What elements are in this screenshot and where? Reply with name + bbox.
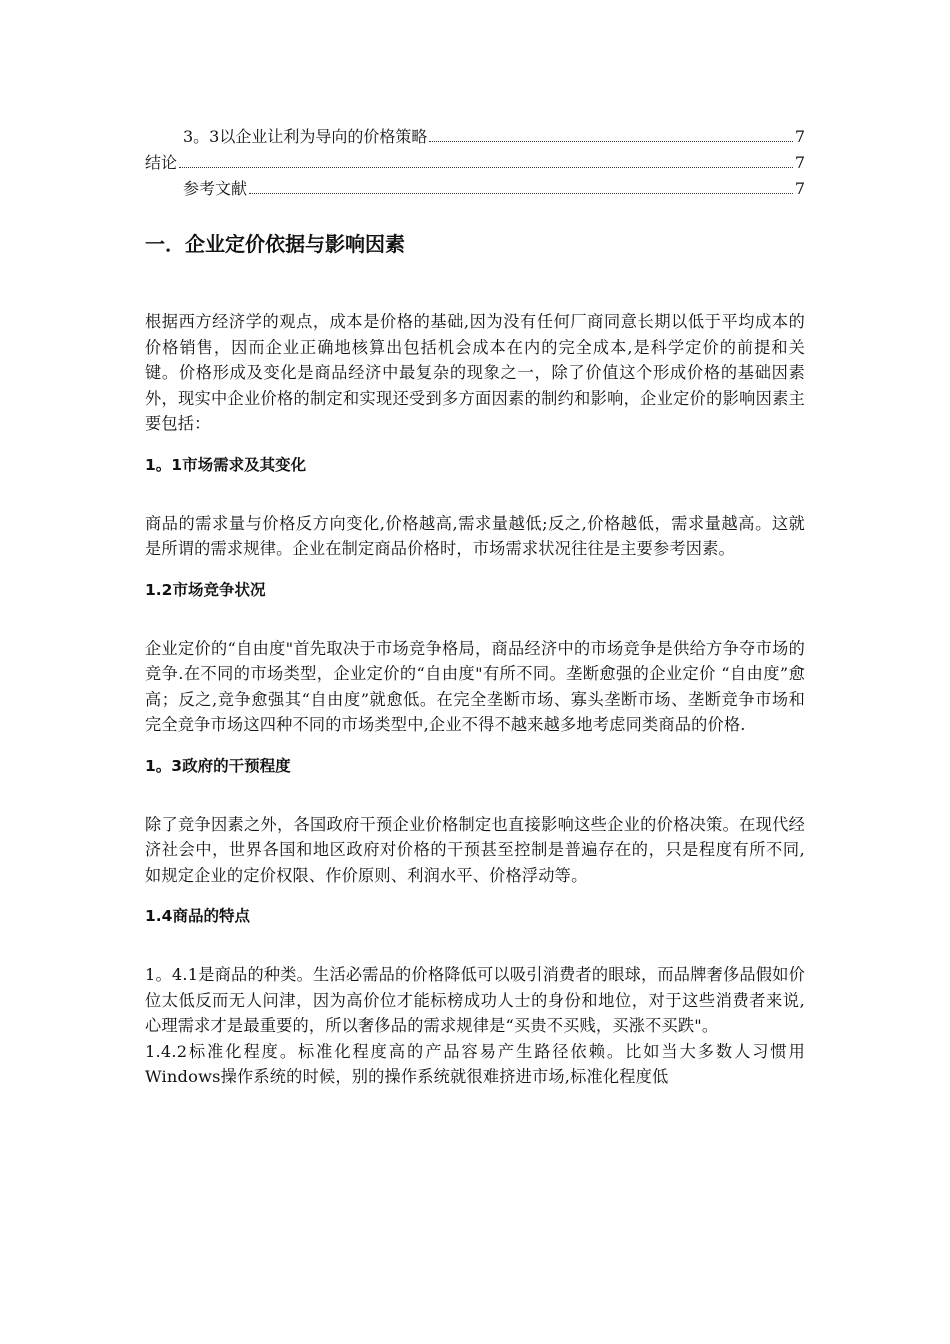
toc-entry[interactable] — [145, 176, 805, 202]
toc-leader-dots — [249, 193, 793, 194]
toc-leader-dots — [179, 167, 793, 168]
paragraph-product-type: 1。4.1是商品的种类。生活必需品的价格降低可以吸引消费者的眼球，而品牌奢侈品假如价位太低反而无人问津，因为高价位才能标榜成功人士的身份和地位，对于这些消费者来说,心理需求才是最重要的，所以奢侈品的需求规律是“买贵不买贱，买涨不买跌"。 — [145, 965, 805, 1035]
toc-entry-text: 参考文献 — [183, 179, 248, 198]
toc-entry-page: 7 — [794, 179, 805, 198]
toc-entry[interactable] — [145, 150, 805, 176]
page-content — [145, 124, 805, 1090]
subsection-title-product: 1.4商品的特点 — [145, 907, 250, 925]
toc-entry-text: 结论 — [145, 153, 178, 172]
paragraph-demand: 商品的需求量与价格反方向变化,价格越高,需求量越低;反之,价格越低，需求量越高。这就是所谓的需求规律。企业在制定商品价格时，市场需求状况往往是主要参考因素。 — [145, 513, 805, 558]
paragraph-competition: 企业定价的“自由度"首先取决于市场竞争格局，商品经济中的市场竞争是供给方争夺市场的竞争.在不同的市场类型，企业定价的“自由度"有所不同。垄断愈强的企业定价 “自由度”愈高；反之,竞争愈强其“自由度”就愈低。在完全垄断市场、寡头垄断市场、垄断竞争市场和完全竞争市场这四种不同的市场类型中,企业不得不越来越多地考虑同类商品的价格. — [145, 638, 805, 734]
toc-entry-text: 3。3以企业让利为导向的价格策略 — [183, 127, 428, 146]
subsection-title-government: 1。3政府的干预程度 — [145, 756, 291, 775]
toc-entry-page: 7 — [794, 127, 805, 146]
toc-entry[interactable] — [145, 124, 805, 150]
toc-leader-dots — [429, 141, 792, 142]
paragraph-standardization: 1.4.2标准化程度。标准化程度高的产品容易产生路径依赖。比如当大多数人习惯用Windows操作系统的时候，别的操作系统就很难挤进市场,标准化程度低 — [145, 1041, 805, 1086]
subsection-title-competition: 1.2市场竞争状况 — [145, 580, 266, 599]
section-title: 一．企业定价依据与影响因素 — [145, 232, 405, 256]
toc-entry-page: 7 — [794, 153, 805, 172]
intro-paragraph: 根据西方经济学的观点，成本是价格的基础,因为没有任何厂商同意长期以低于平均成本的价格销售，因而企业正确地核算出包括机会成本在内的完全成本,是科学定价的前提和关键。价格形成及变化是商品经济中最复杂的现象之一，除了价值这个形成价格的基础因素外，现实中企业价格的制定和实现还受到多方面因素的制约和影响，企业定价的影响因素主要包括： — [145, 312, 805, 433]
table-of-contents — [145, 124, 805, 202]
paragraph-government: 除了竞争因素之外，各国政府干预企业价格制定也直接影响这些企业的价格决策。在现代经济社会中，世界各国和地区政府对价格的干预甚至控制是普遍存在的，只是程度有所不同,如规定企业的定价权限、作价原则、利润水平、价格浮动等。 — [145, 814, 805, 885]
subsection-title-demand: 1。1市场需求及其变化 — [145, 455, 307, 474]
